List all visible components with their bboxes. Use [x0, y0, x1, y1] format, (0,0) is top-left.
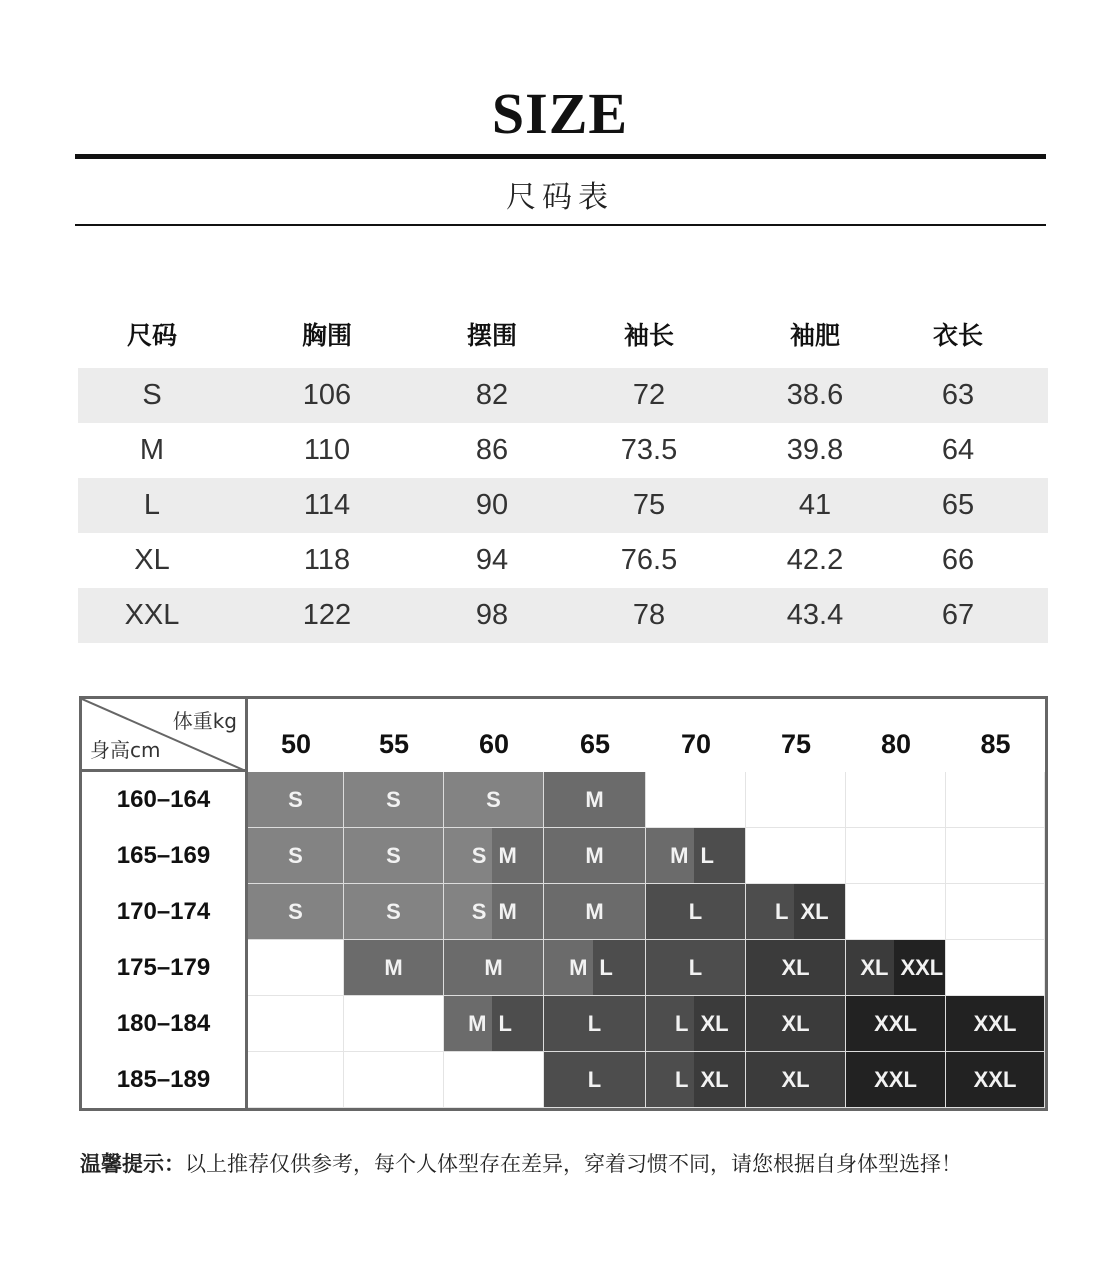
size-segment: S: [344, 828, 443, 883]
size-segment: S: [444, 772, 543, 827]
size-segment: L: [646, 940, 745, 995]
size-cell: [746, 828, 846, 884]
size-cell: [444, 940, 544, 996]
size-cell: [846, 772, 946, 828]
size-segment: M: [444, 996, 492, 1051]
weight-header: 60: [478, 729, 510, 759]
size-cell: [746, 884, 846, 940]
weight-header: 85: [980, 729, 1011, 759]
cell-sleeve-length: 78: [632, 599, 666, 631]
size-cell: [544, 884, 646, 940]
size-segment: L: [694, 828, 745, 883]
cell-length: 64: [941, 434, 975, 466]
size-segment: M: [544, 940, 593, 995]
size-segment: XL: [746, 996, 845, 1051]
size-segment: M: [646, 828, 694, 883]
weight-header: 65: [579, 729, 611, 759]
cell-length: 67: [941, 599, 975, 631]
size-segment: XXL: [846, 1052, 945, 1107]
size-cell: [248, 828, 344, 884]
size-cell: [544, 940, 646, 996]
size-segment: XL: [846, 940, 894, 995]
weight-header: 70: [680, 729, 712, 759]
size-cell: [946, 772, 1045, 828]
cell-sleeve-length: 75: [632, 489, 666, 521]
height-label: 165–169: [82, 828, 248, 884]
height-axis-label: 身高cm: [90, 738, 161, 762]
size-cell: [746, 1052, 846, 1108]
page-subtitle: 尺码表: [506, 180, 614, 215]
size-cell: [544, 996, 646, 1052]
size-cell: [544, 1052, 646, 1108]
size-cell: [544, 772, 646, 828]
size-segment: S: [444, 884, 492, 939]
size-cell: [344, 940, 444, 996]
weight-header: 80: [880, 729, 912, 759]
size-cell: [646, 828, 746, 884]
weight-header: 55: [378, 729, 410, 759]
subtitle-divider: [75, 224, 1046, 226]
size-cell: [344, 996, 444, 1052]
size-segment: L: [746, 884, 794, 939]
measurement-header-row: [78, 300, 1048, 368]
size-cell: [248, 1052, 344, 1108]
size-cell: [946, 828, 1045, 884]
size-segment: L: [544, 996, 645, 1051]
grid-corner-header: [82, 699, 248, 772]
size-segment: XL: [746, 1052, 845, 1107]
cell-size: M: [139, 434, 165, 466]
size-cell: [544, 828, 646, 884]
cell-sleeve-width: 39.8: [786, 434, 844, 466]
table-row: [78, 478, 1048, 533]
table-row: [78, 533, 1048, 588]
size-segment: M: [544, 884, 645, 939]
height-label: 170–174: [82, 884, 248, 940]
size-cell: [846, 1052, 946, 1108]
height-label: 160–164: [82, 772, 248, 828]
size-segment: L: [593, 940, 645, 995]
table-row: [78, 368, 1048, 423]
height-label: 180–184: [82, 996, 248, 1052]
header-size: 尺码: [126, 321, 177, 350]
cell-size: L: [143, 489, 161, 521]
cell-size: XXL: [124, 599, 180, 631]
size-cell: [746, 996, 846, 1052]
size-cell: [344, 884, 444, 940]
cell-sleeve-width: 38.6: [786, 379, 844, 411]
table-row: [78, 423, 1048, 478]
size-segment: XXL: [946, 1052, 1044, 1107]
size-segment: M: [544, 828, 645, 883]
weight-header: 50: [280, 729, 312, 759]
size-cell: [248, 772, 344, 828]
size-cell: [344, 1052, 444, 1108]
size-segment: L: [544, 1052, 645, 1107]
tip-text: 以上推荐仅供参考，每个人体型存在差异，穿着习惯不同，请您根据自身体型选择！: [185, 1152, 962, 1176]
cell-sleeve-length: 76.5: [620, 544, 678, 576]
size-cell: [946, 884, 1045, 940]
measurement-table: [78, 300, 1048, 643]
size-cell: [444, 828, 544, 884]
size-segment: M: [444, 940, 543, 995]
size-segment: M: [492, 884, 543, 939]
size-cell: [746, 940, 846, 996]
size-segment: XXL: [894, 940, 945, 995]
size-cell: [248, 996, 344, 1052]
cell-sleeve-width: 43.4: [786, 599, 844, 631]
cell-sleeve-width: 42.2: [786, 544, 844, 576]
size-segment: L: [646, 996, 694, 1051]
cell-hem: 98: [475, 599, 509, 631]
size-segment: XL: [794, 884, 845, 939]
size-cell: [646, 940, 746, 996]
cell-size: S: [142, 379, 162, 411]
cell-chest: 106: [302, 379, 352, 411]
size-cell: [248, 884, 344, 940]
cell-chest: 110: [303, 434, 351, 466]
size-segment: XL: [694, 996, 745, 1051]
cell-hem: 86: [475, 434, 509, 466]
size-segment: S: [444, 828, 492, 883]
size-cell: [946, 940, 1045, 996]
size-segment: S: [248, 772, 343, 827]
size-cell: [646, 996, 746, 1052]
size-segment: M: [492, 828, 543, 883]
cell-chest: 118: [303, 544, 351, 576]
size-segment: XXL: [946, 996, 1044, 1051]
size-segment: S: [248, 884, 343, 939]
size-segment: L: [646, 884, 745, 939]
height-label: 175–179: [82, 940, 248, 996]
tip-label: 温馨提示：: [80, 1152, 185, 1176]
size-cell: [846, 940, 946, 996]
size-recommendation-grid: [79, 696, 1048, 1111]
height-label: 185–189: [82, 1052, 248, 1108]
cell-length: 66: [941, 544, 975, 576]
size-cell: [444, 996, 544, 1052]
size-cell: [846, 828, 946, 884]
size-segment: M: [344, 940, 443, 995]
size-cell: [344, 772, 444, 828]
cell-length: 65: [941, 489, 975, 521]
size-segment: S: [344, 884, 443, 939]
size-cell: [646, 772, 746, 828]
cell-hem: 94: [475, 544, 509, 576]
cell-chest: 114: [303, 489, 351, 521]
size-tip: [80, 1148, 1060, 1178]
header-sleeve-length: 袖长: [623, 321, 674, 350]
size-cell: [946, 996, 1045, 1052]
cell-sleeve-length: 72: [632, 379, 666, 411]
cell-size: XL: [134, 544, 170, 576]
size-cell: [344, 828, 444, 884]
cell-sleeve-width: 41: [798, 489, 832, 521]
cell-sleeve-length: 73.5: [620, 434, 678, 466]
weight-axis-label: 体重kg: [172, 709, 237, 733]
size-segment: L: [492, 996, 543, 1051]
weight-header: 75: [780, 729, 812, 759]
header-hem: 摆围: [466, 321, 517, 350]
size-segment: L: [646, 1052, 694, 1107]
size-cell: [746, 772, 846, 828]
size-segment: XXL: [846, 996, 945, 1051]
cell-chest: 122: [302, 599, 352, 631]
page-title: SIZE: [491, 81, 629, 146]
title-divider: [75, 154, 1046, 159]
size-cell: [646, 1052, 746, 1108]
size-segment: XL: [694, 1052, 745, 1107]
table-row: [78, 588, 1048, 643]
cell-hem: 82: [475, 379, 509, 411]
header-sleeve-width: 袖肥: [789, 321, 840, 350]
size-cell: [946, 1052, 1045, 1108]
size-cell: [846, 884, 946, 940]
size-cell: [444, 1052, 544, 1108]
size-segment: M: [544, 772, 645, 827]
size-segment: XL: [746, 940, 845, 995]
size-segment: S: [344, 772, 443, 827]
size-cell: [646, 884, 746, 940]
header-length: 衣长: [932, 321, 983, 350]
size-cell: [248, 940, 344, 996]
cell-length: 63: [941, 379, 975, 411]
header-chest: 胸围: [301, 321, 352, 350]
cell-hem: 90: [475, 489, 509, 521]
size-cell: [846, 996, 946, 1052]
size-segment: S: [248, 828, 343, 883]
size-cell: [444, 884, 544, 940]
size-cell: [444, 772, 544, 828]
